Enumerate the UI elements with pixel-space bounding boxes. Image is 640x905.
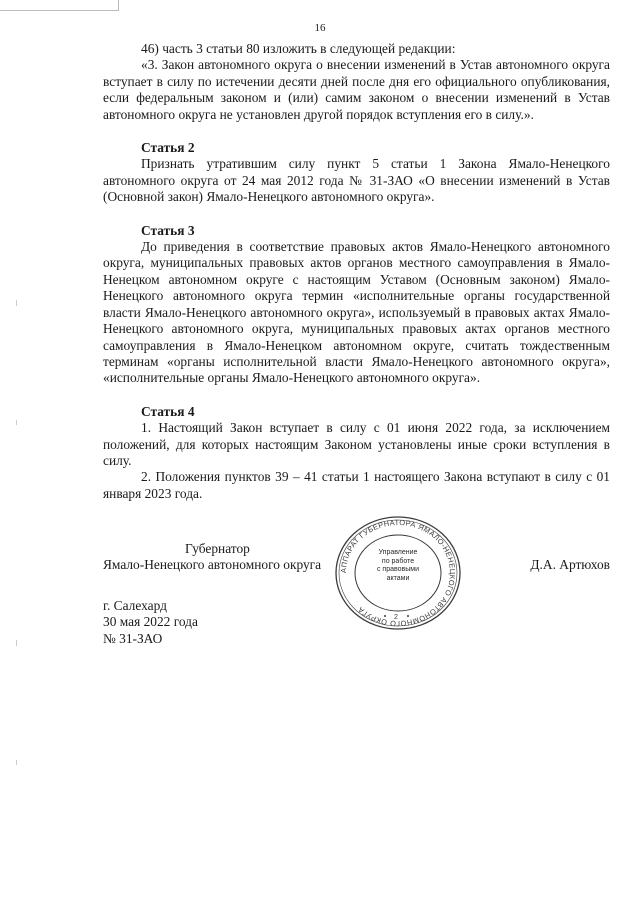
page-number: 16 <box>314 22 326 34</box>
signer-name: Д.А. Артюхов <box>530 557 610 572</box>
document-body <box>103 41 610 502</box>
stamp-inner-text <box>358 549 438 583</box>
official-stamp <box>330 515 466 631</box>
scan-edge-mark <box>16 760 17 765</box>
scan-edge-mark <box>16 420 17 425</box>
article-4-item-2: 2. Положения пунктов 39 – 41 статьи 1 настоящего Закона вступают в силу с 01 января 2023 года. <box>103 469 610 501</box>
stamp-ring-text: АППАРАТ ГУБЕРНАТОРА ЯМАЛО-НЕНЕЦКОГО АВТОНОМНОГО ОКРУГА <box>338 517 458 629</box>
article-2-title: Статья 2 <box>141 140 195 156</box>
amendment-item: 46) часть 3 статьи 80 изложить в следующей редакции: <box>141 41 456 56</box>
signer-region: Ямало-Ненецкого автономного округа <box>103 557 322 572</box>
document-footer <box>103 598 198 647</box>
footer-law-number: № 31-ЗАО <box>103 630 163 646</box>
article-4-item-1: 1. Настоящий Закон вступает в силу с 01 июня 2022 года, за исключением положений, для которых настоящим Законом установлены иные сроки вступления в силу. <box>103 420 610 468</box>
article-2-text: Признать утратившим силу пункт 5 статьи 1 Закона Ямало-Ненецкого автономного округа от 24 мая 2012 года № 31-ЗАО «О внесении изменений в Устав (Основной закон) Ямало-Ненецкого автономного округа». <box>103 156 610 205</box>
scan-edge-mark <box>16 300 17 306</box>
scan-edge-mark <box>16 640 17 646</box>
footer-city: г. Салехард <box>103 598 167 613</box>
stamp-number: 2 <box>394 614 398 621</box>
article-3-text: До приведения в соответствие правовых актов Ямало-Ненецкого автономного округа, муниципальных правовых актов органов местного самоуправления в Ямало-Ненецком автономном округе с настоящим Уставом (Основным законом) Ямало-Ненецкого автономного округа термин «исполнительные органы государственной власти Ямало-Ненецкого автономного округа», используемый в правовых актах Ямало-Ненецкого автономного округа, муниципальных правовых актах органов местного самоуправления в Ямало-Ненецком автономном округе, считать тождественным терминам «органы исполнительной власти Ямало-Ненецкого автономного округа», «исполнительные органы Ямало-Ненецкого автономного округа». <box>103 239 610 386</box>
scan-corner-mark <box>0 0 119 11</box>
article-4-title: Статья 4 <box>141 403 195 419</box>
stamp-line: актами <box>386 574 410 582</box>
article-3-title: Статья 3 <box>141 222 195 238</box>
stamp-line: с правовыми <box>376 566 420 573</box>
stamp-line: по работе <box>381 557 415 565</box>
stamp-line: Управление <box>378 549 418 556</box>
signer-title: Губернатор <box>185 541 250 556</box>
amendment-quote: «3. Закон автономного округа о внесении изменений в Устав автономного округа вступает в силу по истечении десяти дней после дня его официального опубликования, если федеральным законом и (или) самим законом о внесении изменений в Устав автономного округа не установлен другой порядок вступления его в силу.». <box>103 57 610 122</box>
footer-date: 30 мая 2022 года <box>103 614 198 630</box>
